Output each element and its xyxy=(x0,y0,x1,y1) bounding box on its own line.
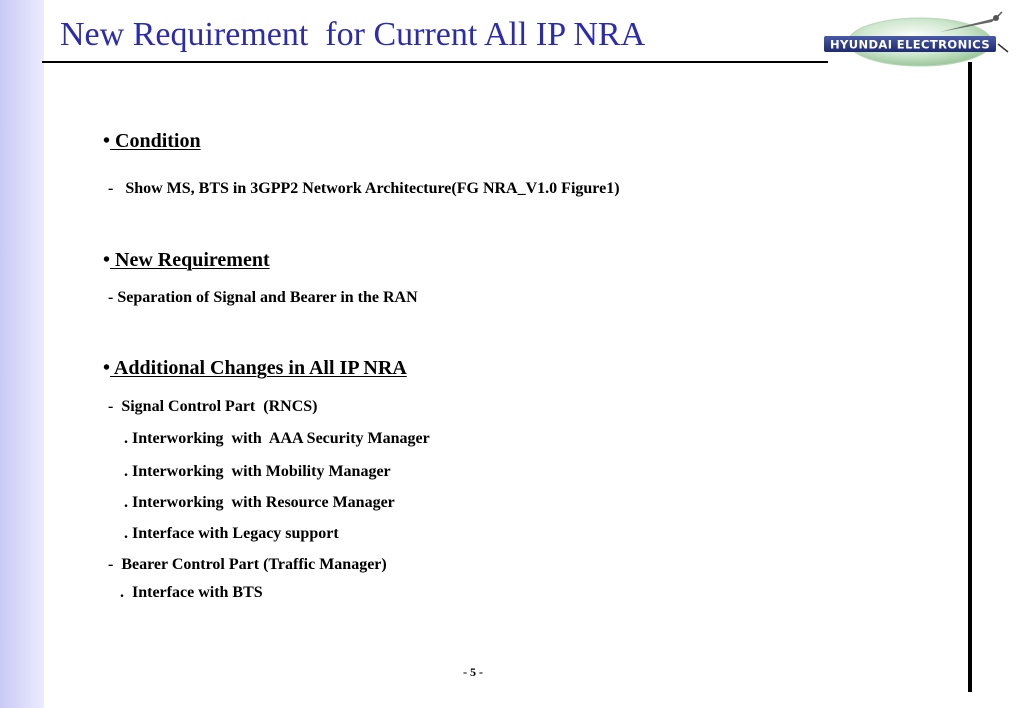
condition-item: - Show MS, BTS in 3GPP2 Network Architecture(FG NRA_V1.0 Figure1) xyxy=(108,180,620,197)
bearer-control-part: - Bearer Control Part (Traffic Manager) xyxy=(108,556,387,573)
bullet: • xyxy=(103,249,111,271)
bullet: • xyxy=(103,130,111,152)
interworking-aaa: . Interworking with AAA Security Manager xyxy=(124,430,430,447)
signal-control-part: - Signal Control Part (RNCS) xyxy=(108,398,318,415)
right-vertical-rule xyxy=(968,62,972,692)
title-underline-rule xyxy=(42,61,828,63)
interface-legacy: . Interface with Legacy support xyxy=(124,525,339,542)
page-number: - 5 - xyxy=(463,665,483,679)
condition-heading-text: Condition xyxy=(110,130,201,152)
additional-changes-heading xyxy=(103,357,407,380)
interface-bts: . Interface with BTS xyxy=(120,584,263,601)
additional-changes-heading-text: Additional Changes in All IP NRA xyxy=(110,357,407,379)
bullet: • xyxy=(103,357,111,379)
new-requirement-item: - Separation of Signal and Bearer in the RAN xyxy=(108,289,418,306)
new-requirement-heading xyxy=(103,249,270,272)
interworking-resource: . Interworking with Resource Manager xyxy=(124,494,395,511)
new-requirement-heading-text: New Requirement xyxy=(110,249,270,271)
logo-text: HYUNDAI ELECTRONICS xyxy=(829,37,991,52)
interworking-mobility: . Interworking with Mobility Manager xyxy=(124,463,391,480)
left-decorative-band xyxy=(0,0,44,708)
condition-heading xyxy=(103,130,201,153)
slide-title: New Requirement for Current All IP NRA xyxy=(60,16,646,53)
hyundai-electronics-logo xyxy=(820,10,1020,70)
